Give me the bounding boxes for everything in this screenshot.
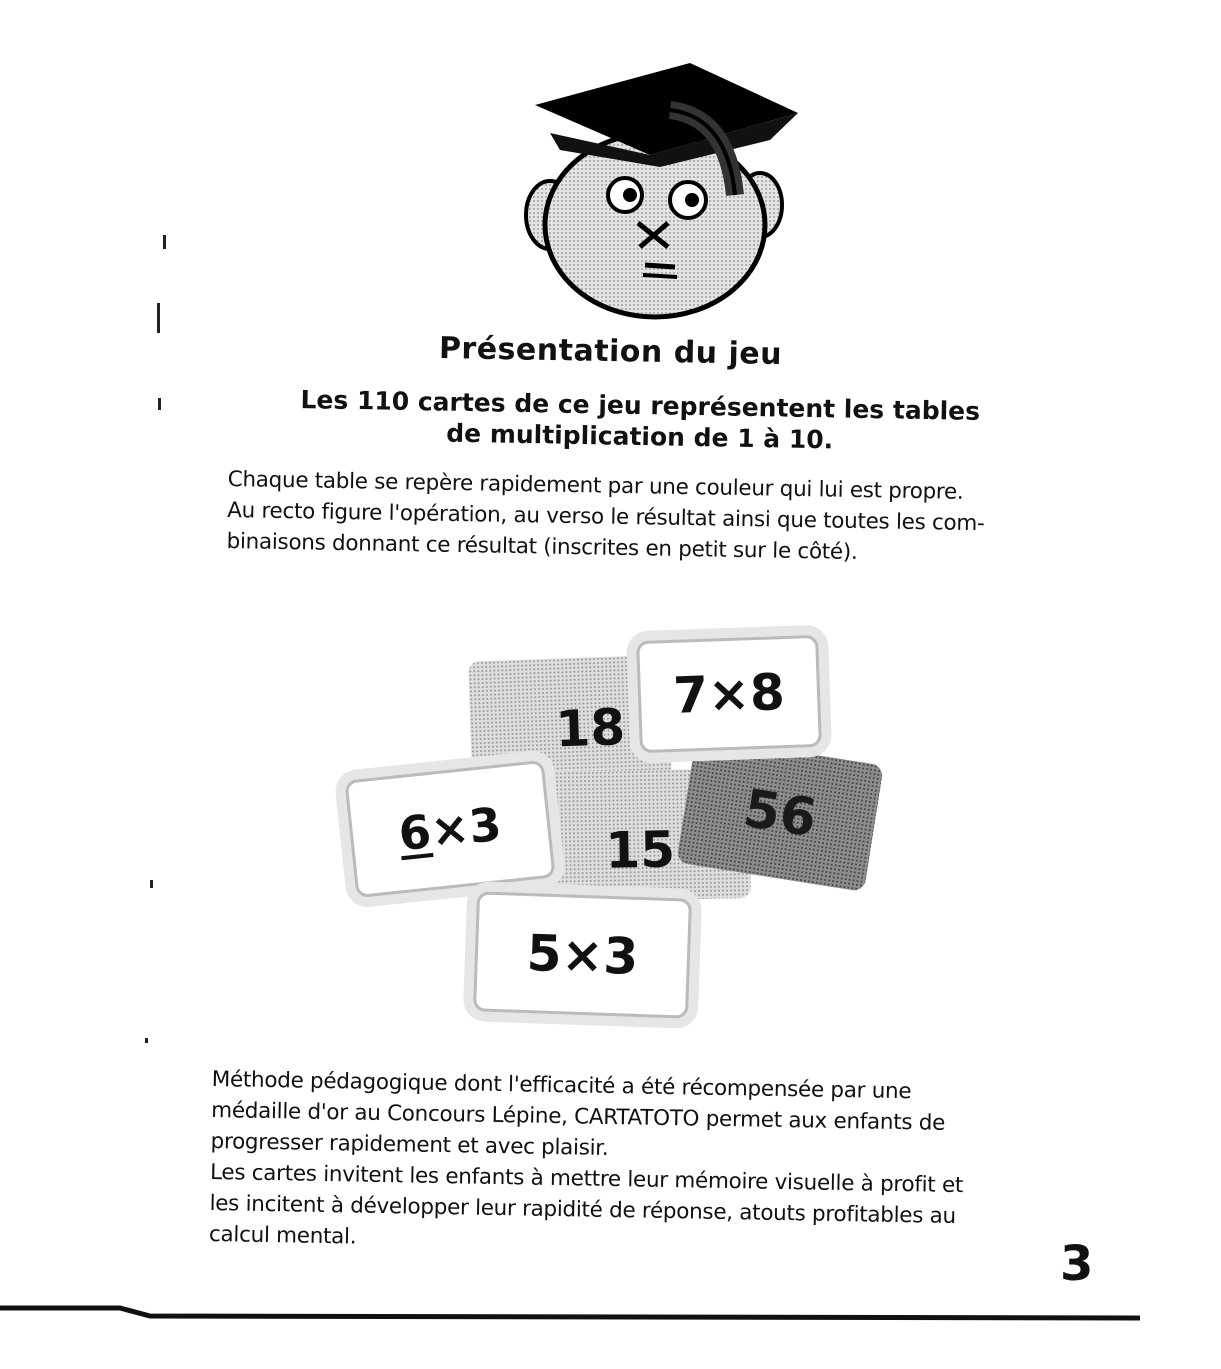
- card-6x3-rest: ×3: [428, 796, 504, 858]
- scan-speck: [145, 1038, 148, 1043]
- closing-line: Les cartes invitent les enfants à mettre leur mémoire visuelle à profit et: [209, 1159, 964, 1199]
- card-5x3-label: 5×3: [525, 924, 640, 986]
- closing-line: Méthode pédagogique dont l'efficacité a été récompensée par une: [211, 1066, 912, 1105]
- scan-speck: [163, 235, 166, 249]
- cards-illustration: [320, 610, 900, 1040]
- card-15-label: 15: [604, 820, 676, 880]
- page-title: Présentation du jeu: [438, 331, 783, 372]
- page-number: 3: [1060, 1236, 1094, 1292]
- card-7x8: [636, 635, 822, 753]
- subtitle: [270, 384, 1011, 459]
- scan-speck: [158, 398, 161, 410]
- scan-speck: [157, 303, 160, 333]
- intro-line: Chaque table se repère rapidement par une couleur qui lui est propre.: [227, 466, 964, 505]
- bottom-rule: [0, 1300, 1140, 1322]
- subtitle-line: Les 110 cartes de ce jeu représentent les tables: [300, 385, 981, 426]
- intro-paragraph: [226, 464, 1047, 571]
- intro-line: Au recto figure l'opération, au verso le résultat ainsi que toutes les com-: [226, 497, 985, 537]
- card-5x3: [473, 891, 692, 1018]
- graduate-mascot-icon: [520, 55, 810, 325]
- intro-line: binaisons donnant ce résultat (inscrites en petit sur le côté).: [226, 528, 858, 565]
- closing-paragraph: [209, 1064, 1042, 1264]
- card-7x8-label: 7×8: [672, 663, 786, 725]
- card-56-label: 56: [739, 778, 821, 850]
- closing-line: progresser rapidement et avec plaisir.: [210, 1128, 609, 1161]
- card-18-label: 18: [554, 698, 627, 759]
- card-6x3-digit: 6: [396, 804, 434, 862]
- closing-line: médaille d'or au Concours Lépine, CARTATOTO permet aux enfants de: [210, 1097, 946, 1136]
- closing-line: les incitent à développer leur rapidité de réponse, atouts profitables au: [209, 1190, 957, 1230]
- scan-speck: [150, 880, 153, 888]
- subtitle-line: de multiplication de 1 à 10.: [446, 418, 834, 455]
- card-6x3: [344, 760, 555, 898]
- closing-line: calcul mental.: [208, 1221, 357, 1250]
